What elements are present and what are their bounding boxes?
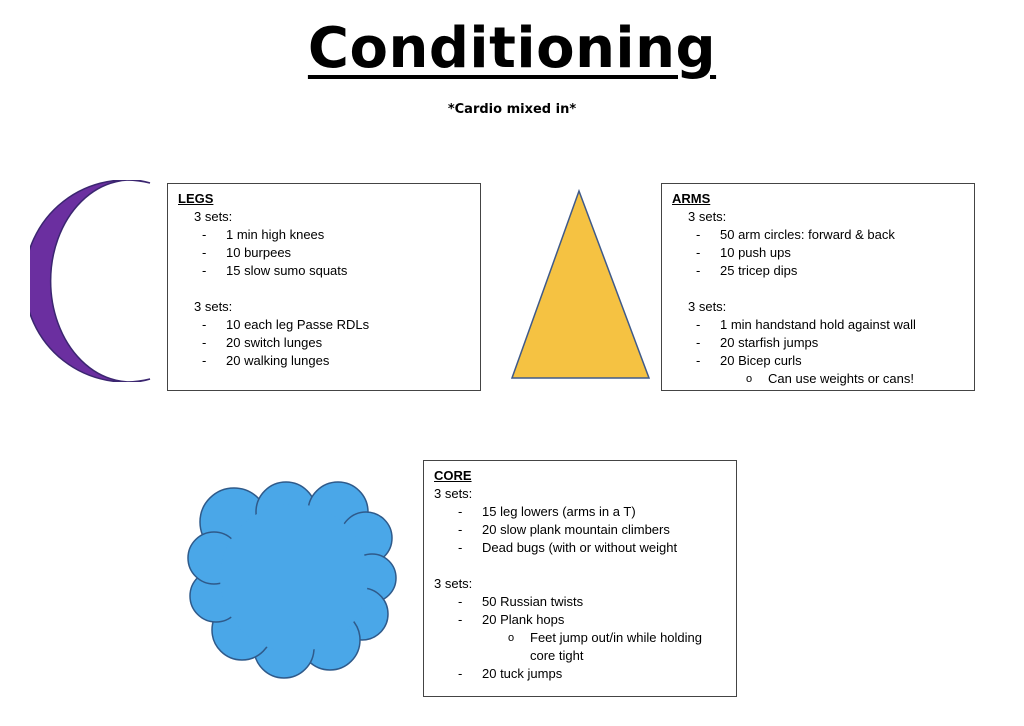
list-item: - 20 walking lunges (202, 353, 330, 368)
arms-sets-1: 3 sets: (688, 209, 727, 224)
list-item: - 25 tricep dips (696, 263, 798, 278)
triangle-shape (508, 188, 654, 382)
page-subtitle: *Cardio mixed in* (447, 102, 577, 117)
list-item: - 15 leg lowers (arms in a T) (458, 504, 636, 519)
core-sets-1: 3 sets: (434, 486, 473, 501)
list-item: - 20 starfish jumps (696, 335, 819, 350)
moon-path (30, 180, 150, 382)
legs-sets-2: 3 sets: (194, 299, 233, 314)
list-item: - 1 min handstand hold against wall (696, 317, 916, 332)
legs-heading: LEGS (178, 191, 214, 206)
legs-box (167, 183, 481, 391)
list-item: - 10 burpees (202, 245, 292, 260)
list-item: - 20 tuck jumps (458, 666, 563, 681)
sub-list-item: o Can use weights or cans! (746, 371, 914, 386)
list-item: - 20 switch lunges (202, 335, 323, 350)
core-sets-2: 3 sets: (434, 576, 473, 591)
list-item: - 20 Bicep curls (696, 353, 802, 368)
core-heading: CORE (434, 468, 472, 483)
list-item: - 1 min high knees (202, 227, 325, 242)
moon-shape (30, 180, 160, 382)
list-item: - 50 Russian twists (458, 594, 584, 609)
list-item: - 20 Plank hops (458, 612, 565, 627)
list-item: - 10 each leg Passe RDLs (202, 317, 370, 332)
triangle-polygon (512, 191, 649, 378)
cloud-shape (186, 474, 400, 680)
list-item: - 15 slow sumo squats (202, 263, 348, 278)
sub-list-item-cont: core tight (530, 648, 584, 663)
arms-sets-2: 3 sets: (688, 299, 727, 314)
list-item: - Dead bugs (with or without weight (458, 540, 678, 555)
sub-list-item: o Feet jump out/in while holding (508, 630, 702, 645)
list-item: - 20 slow plank mountain climbers (458, 522, 670, 537)
core-box (423, 460, 737, 697)
arms-box (661, 183, 975, 391)
list-item: - 10 push ups (696, 245, 791, 260)
spacer (672, 280, 964, 298)
spacer (178, 280, 470, 298)
arms-heading: ARMS (672, 191, 711, 206)
page-title: Conditioning (307, 16, 717, 81)
spacer (434, 557, 726, 575)
legs-sets-1: 3 sets: (194, 209, 233, 224)
list-item: - 50 arm circles: forward & back (696, 227, 895, 242)
